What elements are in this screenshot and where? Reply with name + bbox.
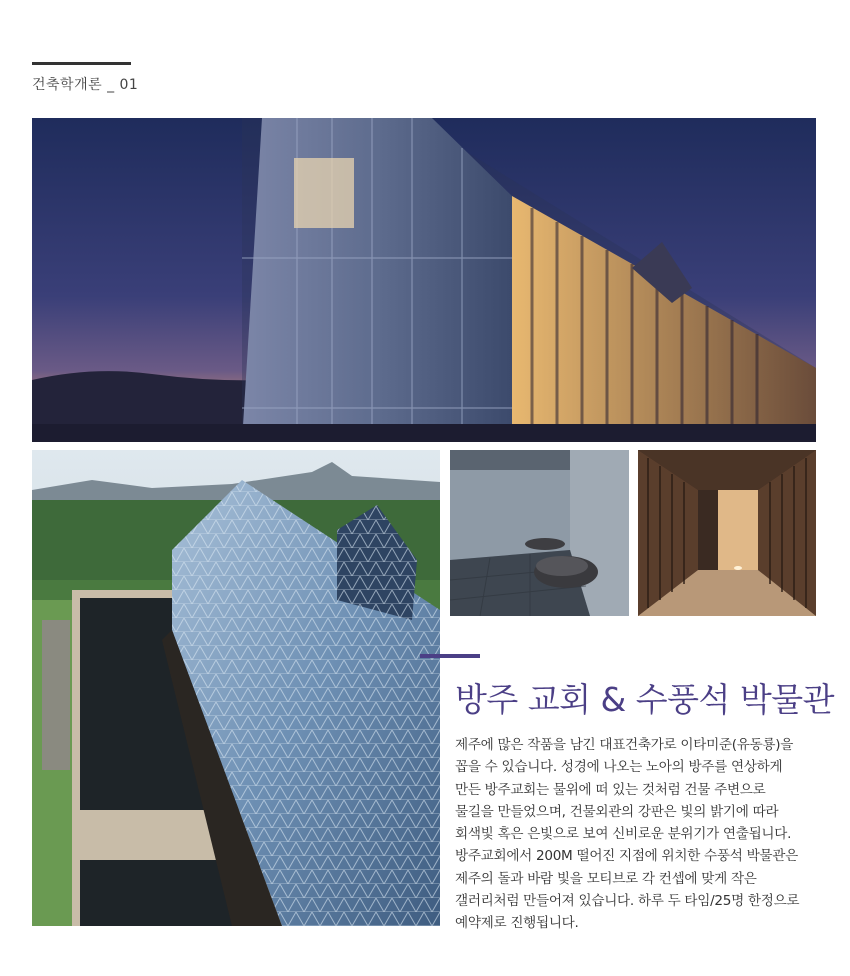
description-line: 제주에 많은 작품을 남긴 대표건축가로 이타미준(유동룡)을 [455,737,794,753]
section-label: 건축학개론 _ 01 [32,77,139,93]
description-line: 회색빛 혹은 은빛으로 보여 신비로운 분위기가 연출됩니다. [455,826,792,843]
description-line: 만든 방주교회는 물위에 떠 있는 것처럼 건물 주변으로 [455,781,766,798]
museum-stone-room-photo [450,450,629,616]
description-line: 물길을 만들었으며, 건물외관의 강판은 빛의 밝기에 따라 [455,803,779,820]
description-line: 예약제로 진행됩니다. [455,915,579,932]
church-night-photo [32,118,816,442]
feature-description [455,734,825,935]
description-line: 갤러리처럼 만들어져 있습니다. 하루 두 타임/25명 한정으로 [455,893,800,910]
title-accent-bar [420,654,480,658]
museum-corridor-photo [638,450,816,616]
description-line: 꼽을 수 있습니다. 성경에 나오는 노아의 방주를 연상하게 [455,759,783,776]
description-line: 방주교회에서 200M 떨어진 지점에 위치한 수풍석 박물관은 [455,848,798,865]
header-rule [32,62,131,65]
description-line: 제주의 돌과 바람 빛을 모티브로 각 컨셉에 맞게 작은 [455,870,757,887]
feature-title: 방주 교회 & 수풍석 박물관 [455,680,834,719]
church-aerial-photo [32,450,440,926]
